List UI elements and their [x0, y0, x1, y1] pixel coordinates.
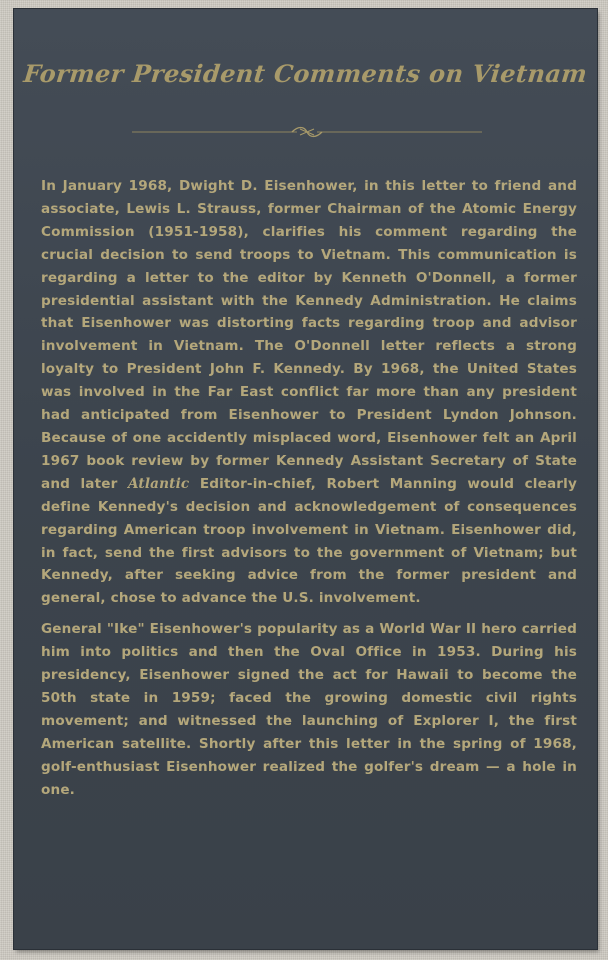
plaque-body — [41, 175, 577, 809]
engraved-plaque — [14, 9, 597, 949]
divider-ornament — [132, 125, 482, 139]
paragraph1-text-b: Editor-in-chief, Robert Manning would clearly define Kennedy's decision and acknowledgement of consequences regarding American troop involvement in Vietnam. Eisenhower did, in fact, send the first advisors to the government of Vietnam; but Kennedy, after seeking advice from the former president and general, chose to advance the U.S. involvement. — [41, 475, 577, 607]
paragraph1-text-a: In January 1968, Dwight D. Eisenhower, in this letter to friend and associate, Lewis L. Strauss, former Chairman of the Atomic Energy Commission (1951-1958), clarifies his comment regarding the crucial decision to send troops to Vietnam. This communication is regarding a letter to the editor by Kenneth O'Donnell, a former presidential assistant with the Kennedy Administration. He claims that Eisenhower was distorting facts regarding troop and advisor involvement in Vietnam. The O'Donnell letter reflects a strong loyalty to President John F. Kennedy. By 1968, the United States was involved in the Far East conflict far more than any president had anticipated from Eisenhower to President Lyndon Johnson. Because of one accidently misplaced word, Eisenhower felt an April 1967 book review by former Kennedy Assistant Secretary of State and later — [41, 178, 577, 492]
paragraph-letter-context — [41, 175, 577, 610]
magazine-name: Atlantic — [127, 475, 190, 492]
paragraph-ike-biography: General "Ike" Eisenhower's popularity as a World War II hero carried him into politics and then the Oval Office in 1953. During his presidency, Eisenhower signed the act for Hawaii to become the 50th state in 1959; faced the growing domestic civil rights movement; and witnessed the launching of Explorer I, the first American satellite. Shortly after this letter in the spring of 1968, golf-enthusiast Eisenhower realized the golfer's dream — a hole in one. — [41, 621, 577, 798]
plaque-title: Former President Comments on Vietnam — [22, 59, 589, 88]
